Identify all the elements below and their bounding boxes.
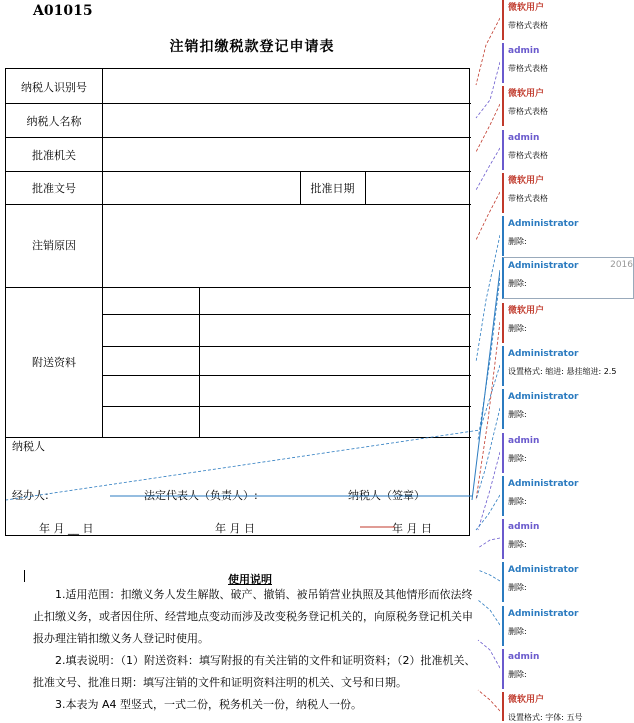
comment-author: Administrator <box>508 565 579 575</box>
approval-doc-no-field[interactable] <box>103 172 299 204</box>
taxpayer-date: 年 月 日 <box>392 522 432 535</box>
comment-body: 带格式表格 <box>508 64 548 73</box>
approval-date-label: 批准日期 <box>310 182 355 195</box>
comment-body: 删除: <box>508 497 527 506</box>
comment-body: 删除: <box>508 627 527 636</box>
approval-date-field[interactable] <box>366 172 470 204</box>
attachments-label: 附送资料 <box>32 356 76 369</box>
comment-balloon[interactable] <box>502 303 634 343</box>
comment-balloon[interactable] <box>502 130 634 170</box>
comment-balloon-selected[interactable] <box>502 257 634 299</box>
taxpayer-name-field[interactable] <box>103 104 470 137</box>
comment-author: 微软用户 <box>508 89 545 99</box>
comment-author: admin <box>508 522 540 532</box>
comment-body: 删除: <box>508 540 527 549</box>
comment-balloon[interactable] <box>502 519 634 559</box>
comment-author: Administrator <box>508 609 579 619</box>
legal-rep-date: 年 月 日 <box>215 522 255 535</box>
comment-balloon[interactable] <box>502 606 634 646</box>
approval-doc-no-label: 批准文号 <box>32 182 76 195</box>
comment-balloon[interactable] <box>502 562 634 602</box>
approval-authority-label: 批准机关 <box>32 149 76 162</box>
approval-authority-field[interactable] <box>103 138 470 171</box>
comment-panel <box>500 0 634 721</box>
handler-date: 年 月 __ 日 <box>39 522 94 535</box>
comment-body: 删除: <box>508 279 527 288</box>
comment-body: 删除: <box>508 454 527 463</box>
taxpayer-name-label: 纳税人名称 <box>26 115 82 128</box>
comment-author: Administrator <box>508 349 579 359</box>
comment-body: 带格式表格 <box>508 107 548 116</box>
comment-balloon[interactable] <box>502 0 634 40</box>
comment-body: 删除: <box>508 237 527 246</box>
comment-body: 设置格式: 缩进: 悬挂缩进: 2.5 <box>508 367 617 376</box>
comment-author: admin <box>508 133 540 143</box>
application-form-table <box>5 68 470 536</box>
comment-body: 删除: <box>508 410 527 419</box>
comment-body: 删除: <box>508 670 527 679</box>
comment-balloon[interactable] <box>502 476 634 516</box>
comment-author: Administrator <box>508 479 579 489</box>
comment-balloon[interactable] <box>502 692 634 721</box>
comment-balloon[interactable] <box>502 173 634 213</box>
document-title: 注销扣缴税款登记申请表 <box>169 39 335 55</box>
comment-author: Administrator <box>508 392 579 402</box>
comment-body: 删除: <box>508 324 527 333</box>
comment-balloon[interactable] <box>502 433 634 473</box>
cancel-reason-field[interactable] <box>103 205 470 287</box>
comment-author: 微软用户 <box>508 176 545 186</box>
comment-author: 微软用户 <box>508 3 545 13</box>
usage-paragraph-3: 3.本表为 A4 型竖式，一式二份，税务机关一份，纳税人一份。 <box>55 698 363 711</box>
comment-author: admin <box>508 436 540 446</box>
comment-balloon[interactable] <box>502 346 634 386</box>
legal-rep-label: 法定代表人（负责人）: <box>144 489 258 502</box>
taxpayer-label: 纳税人 <box>12 440 45 453</box>
usage-title: 使用说明 <box>228 573 272 586</box>
document-code: A01015 <box>33 3 93 19</box>
comment-author: Administrator <box>508 219 579 229</box>
cancel-reason-label: 注销原因 <box>32 239 76 252</box>
usage-paragraph-1: 1.适用范围：扣缴义务人发生解散、破产、撤销、被吊销营业执照及其他情形而依法终止扣缴义务，或者因住所、经营地点变动而涉及改变税务登记机关的，向原税务登记机关申报办理注销扣缴义务人登记时使用。 <box>33 588 473 645</box>
comment-author: Administrator <box>508 261 579 271</box>
comment-body: 带格式表格 <box>508 151 548 160</box>
text-cursor <box>24 570 25 582</box>
comment-balloon[interactable] <box>502 389 634 429</box>
comment-balloon[interactable] <box>502 86 634 126</box>
handler-label: 经办人: <box>12 489 49 502</box>
comment-author: 微软用户 <box>508 695 545 705</box>
comment-author: 微软用户 <box>508 306 545 316</box>
comment-author: admin <box>508 652 540 662</box>
comment-body: 删除: <box>508 583 527 592</box>
taxpayer-id-field[interactable] <box>103 70 470 103</box>
taxpayer-id-label: 纳税人识别号 <box>21 81 87 94</box>
usage-paragraph-2: 2.填表说明：（1）附送资料：填写附报的有关注销的文件和证明资料；（2）批准机关、批准文号、批准日期：填写注销的文件和证明资料注明的机关、文号和日期。 <box>33 654 476 689</box>
comment-body: 设置格式: 字体: 五号 <box>508 713 583 722</box>
comment-body: 带格式表格 <box>508 21 548 30</box>
comment-balloon[interactable] <box>502 43 634 83</box>
comment-timestamp: 2016 <box>610 260 633 270</box>
comment-balloon[interactable] <box>502 649 634 689</box>
taxpayer-sign-label: 纳税人（签章） <box>348 489 425 502</box>
comment-author: admin <box>508 46 540 56</box>
comment-balloon[interactable] <box>502 216 634 256</box>
comment-body: 带格式表格 <box>508 194 548 203</box>
